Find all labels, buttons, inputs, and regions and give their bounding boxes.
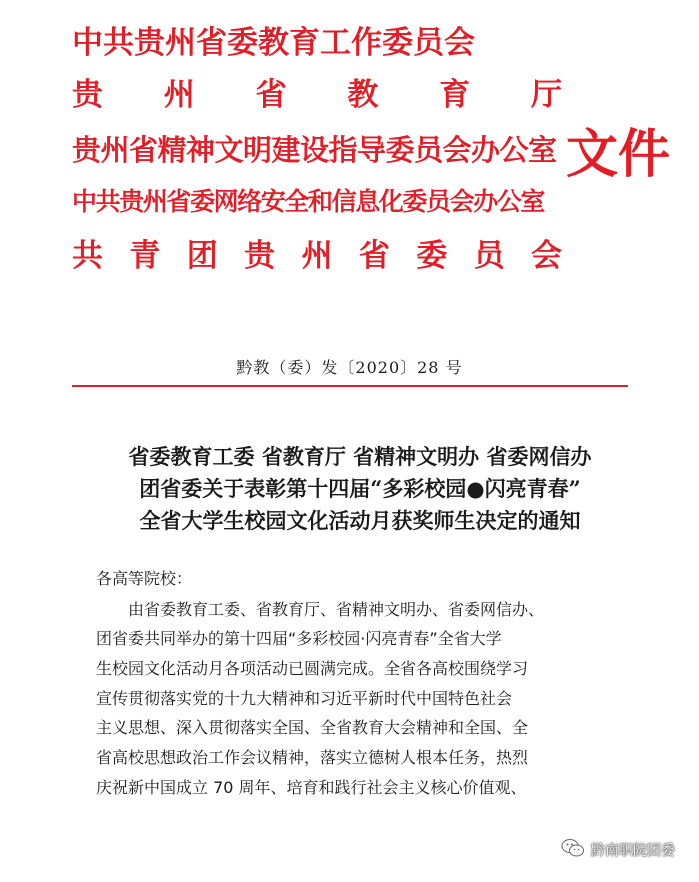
issuer-line-2-char: 省 (255, 77, 287, 113)
issuer-line-5-char: 共 (72, 238, 103, 274)
body-line-4: 宣传贯彻落实党的十九大精神和习近平新时代中国特色社会 (96, 689, 513, 708)
body-line-3: 生校园文化活动月各项活动已圆满完成。全省各高校围绕学习 (96, 659, 529, 678)
body-line-2: 团省委共同举办的第十四届“多彩校园·闪亮青春”全省大学 (96, 629, 502, 648)
issuer-line-5-char: 委 (416, 238, 448, 274)
body-line-1: 由省委教育工委、省教育厅、省精神文明办、省委网信办、 (128, 600, 545, 619)
issuer-line-1: 中共贵州省委教育工作委员会 (72, 25, 475, 61)
title-line-2: 团省委关于表彰第十四届“多彩校园●闪亮青春” (139, 476, 581, 501)
wechat-icon (561, 838, 585, 862)
salutation: 各高等院校： (96, 569, 193, 588)
title-line-1: 省委教育工委 省教育厅 省精神文明办 省委网信办 (128, 444, 592, 469)
issuer-line-5-char: 团 (186, 238, 218, 274)
issuer-line-2-char: 厅 (530, 77, 562, 113)
issuer-line-5-char: 会 (531, 238, 562, 274)
issuer-line-2-char: 育 (439, 77, 471, 113)
watermark (561, 838, 675, 862)
issuer-line-5-char: 州 (301, 238, 333, 274)
red-divider (72, 385, 628, 387)
issuer-line-2 (72, 76, 562, 114)
body-line-5: 主义思想、深入贯彻落实全国、全省教育大会精神和全国、全 (96, 718, 529, 737)
issuer-line-5 (72, 237, 562, 275)
document-type-label: 文件 (566, 124, 671, 185)
title-line-3: 全省大学生校园文化活动月获奖师生决定的通知 (139, 508, 581, 533)
issuer-line-5-char: 员 (473, 238, 505, 274)
body-line-7: 庆祝新中国成立 70 周年、培育和践行社会主义核心价值观、 (96, 778, 527, 797)
issuer-line-5-char: 省 (358, 238, 390, 274)
issuer-line-5-char: 青 (129, 238, 161, 274)
issuer-line-4: 中共贵州省委网络安全和信息化委员会办公室 (72, 187, 545, 216)
document-number: 黔教（委）发〔2020〕28 号 (236, 358, 463, 377)
issuer-line-5-char: 贵 (244, 238, 276, 274)
watermark-text: 黔南职院团委 (591, 843, 675, 859)
body-line-6: 省高校思想政治工作会议精神，落实立德树人根本任务，热烈 (96, 748, 529, 767)
issuer-line-2-char: 州 (163, 77, 195, 113)
issuer-line-2-char: 贵 (72, 77, 103, 113)
issuer-line-3: 贵州省精神文明建设指导委员会办公室 (72, 133, 557, 167)
issuer-line-2-char: 教 (347, 77, 379, 113)
